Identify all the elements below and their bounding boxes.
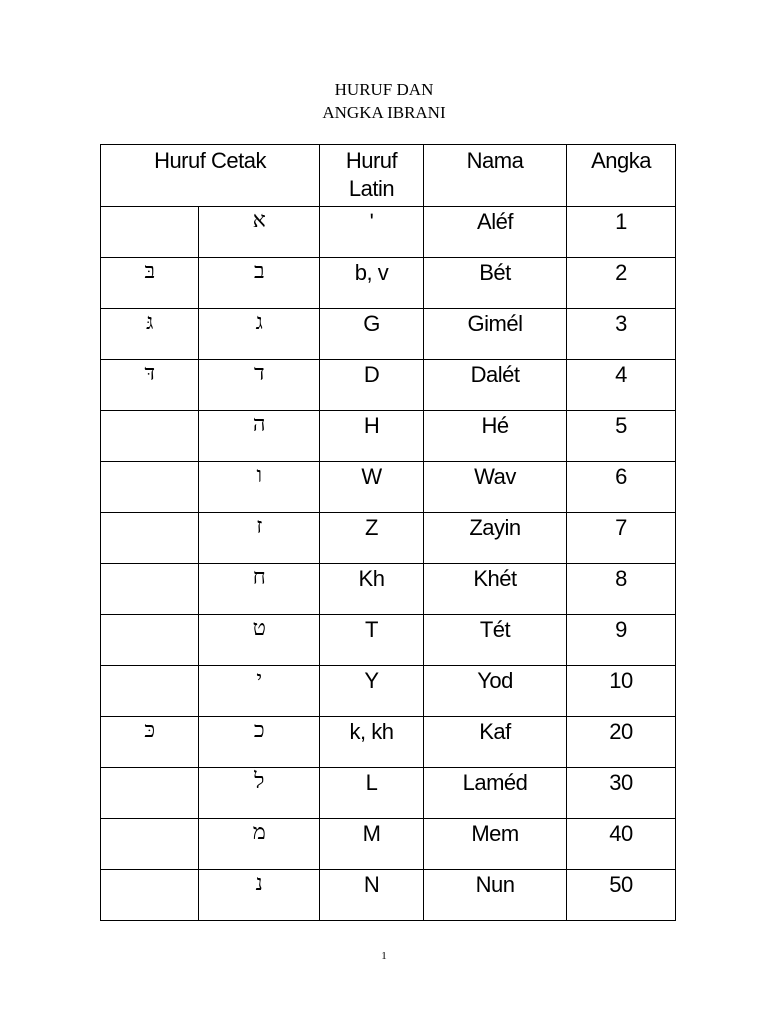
dagesh-letter — [101, 513, 199, 564]
latin-transliteration: b, v — [320, 258, 424, 309]
document-title — [0, 78, 768, 124]
table-row — [101, 207, 676, 258]
hebrew-letter: י — [199, 666, 320, 717]
latin-transliteration: L — [320, 768, 424, 819]
latin-transliteration: Y — [320, 666, 424, 717]
dagesh-letter — [101, 564, 199, 615]
table-row — [101, 360, 676, 411]
dagesh-letter: בּ — [101, 258, 199, 309]
numeric-value: 40 — [567, 819, 676, 870]
hebrew-letter: נ — [199, 870, 320, 921]
dagesh-letter — [101, 411, 199, 462]
latin-transliteration: T — [320, 615, 424, 666]
hebrew-letter: ג — [199, 309, 320, 360]
numeric-value: 50 — [567, 870, 676, 921]
latin-transliteration: G — [320, 309, 424, 360]
dagesh-letter — [101, 819, 199, 870]
table-row — [101, 462, 676, 513]
table-row — [101, 768, 676, 819]
numeric-value: 1 — [567, 207, 676, 258]
letter-name: Bét — [424, 258, 567, 309]
header-huruf-cetak: Huruf Cetak — [101, 145, 320, 207]
header-nama: Nama — [424, 145, 567, 207]
letter-name: Laméd — [424, 768, 567, 819]
table-row — [101, 564, 676, 615]
dagesh-letter: דּ — [101, 360, 199, 411]
latin-transliteration: W — [320, 462, 424, 513]
letter-name: Zayin — [424, 513, 567, 564]
dagesh-letter — [101, 462, 199, 513]
letter-name: Hé — [424, 411, 567, 462]
numeric-value: 8 — [567, 564, 676, 615]
header-row — [101, 145, 676, 207]
hebrew-letter: ט — [199, 615, 320, 666]
hebrew-letter: מ — [199, 819, 320, 870]
latin-transliteration: M — [320, 819, 424, 870]
latin-transliteration: k, kh — [320, 717, 424, 768]
dagesh-letter — [101, 615, 199, 666]
numeric-value: 10 — [567, 666, 676, 717]
table-row — [101, 258, 676, 309]
dagesh-letter: כּ — [101, 717, 199, 768]
table-row — [101, 513, 676, 564]
table-row — [101, 615, 676, 666]
table-row — [101, 411, 676, 462]
hebrew-letter: ח — [199, 564, 320, 615]
numeric-value: 20 — [567, 717, 676, 768]
table-row — [101, 309, 676, 360]
numeric-value: 4 — [567, 360, 676, 411]
header-huruf-latin-line1: Huruf — [345, 148, 398, 173]
table-row — [101, 870, 676, 921]
letter-name: Kaf — [424, 717, 567, 768]
header-huruf-latin-line2: Latin — [348, 176, 395, 201]
numeric-value: 6 — [567, 462, 676, 513]
header-huruf-latin — [320, 145, 424, 207]
numeric-value: 7 — [567, 513, 676, 564]
letter-name: Khét — [424, 564, 567, 615]
latin-transliteration: N — [320, 870, 424, 921]
latin-transliteration: H — [320, 411, 424, 462]
letter-name: Mem — [424, 819, 567, 870]
latin-transliteration: D — [320, 360, 424, 411]
hebrew-letter: ו — [199, 462, 320, 513]
hebrew-letter: ל — [199, 768, 320, 819]
table-row — [101, 666, 676, 717]
letter-name: Gimél — [424, 309, 567, 360]
hebrew-letter: ב — [199, 258, 320, 309]
letter-name: Dalét — [424, 360, 567, 411]
hebrew-letter: ה — [199, 411, 320, 462]
numeric-value: 2 — [567, 258, 676, 309]
table-row — [101, 819, 676, 870]
hebrew-letter: א — [199, 207, 320, 258]
hebrew-alphabet-table — [100, 144, 676, 921]
hebrew-letter: ז — [199, 513, 320, 564]
table-row — [101, 717, 676, 768]
latin-transliteration: Z — [320, 513, 424, 564]
latin-transliteration: ʹ — [320, 207, 424, 258]
dagesh-letter — [101, 870, 199, 921]
letter-name: Yod — [424, 666, 567, 717]
latin-transliteration: Kh — [320, 564, 424, 615]
dagesh-letter — [101, 768, 199, 819]
letter-name: Wav — [424, 462, 567, 513]
hebrew-letter: ד — [199, 360, 320, 411]
table-body — [101, 207, 676, 921]
letter-name: Tét — [424, 615, 567, 666]
numeric-value: 5 — [567, 411, 676, 462]
letter-name: Aléf — [424, 207, 567, 258]
header-angka: Angka — [567, 145, 676, 207]
numeric-value: 9 — [567, 615, 676, 666]
dagesh-letter: גּ — [101, 309, 199, 360]
title-line-1: HURUF DAN — [334, 80, 434, 99]
page-number: 1 — [381, 950, 387, 962]
dagesh-letter — [101, 666, 199, 717]
hebrew-letter: כ — [199, 717, 320, 768]
numeric-value: 30 — [567, 768, 676, 819]
letter-name: Nun — [424, 870, 567, 921]
numeric-value: 3 — [567, 309, 676, 360]
dagesh-letter — [101, 207, 199, 258]
title-line-2: ANGKA IBRANI — [322, 103, 446, 122]
